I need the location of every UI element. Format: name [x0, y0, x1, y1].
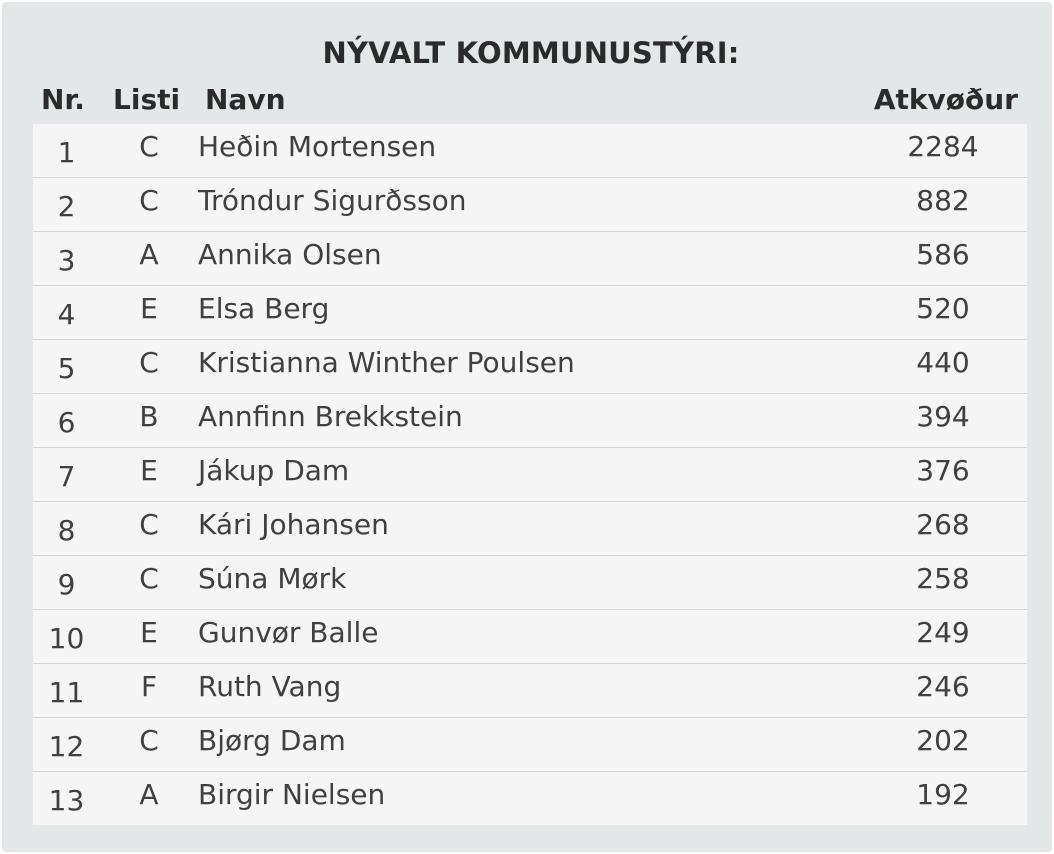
- results-panel: [2, 2, 1052, 852]
- results-table: [33, 124, 1027, 825]
- table-row: [33, 286, 1027, 340]
- cell-nr: 12: [48, 730, 85, 763]
- cell-listi: C: [139, 724, 159, 757]
- cell-navn: Jákup Dam: [198, 454, 350, 487]
- cell-listi: C: [139, 184, 159, 217]
- cell-navn: Gunvør Balle: [198, 616, 379, 649]
- table-row: [33, 394, 1027, 448]
- cell-atkvodur: 249: [916, 616, 970, 649]
- table-row: [33, 502, 1027, 556]
- cell-navn: Annika Olsen: [198, 238, 382, 271]
- table-row: [33, 664, 1027, 718]
- cell-listi: A: [139, 778, 159, 811]
- cell-atkvodur: 376: [916, 454, 970, 487]
- cell-nr: 5: [57, 352, 76, 385]
- cell-listi: C: [139, 130, 159, 163]
- cell-nr: 8: [57, 514, 76, 547]
- cell-nr: 10: [48, 622, 85, 655]
- cell-listi: E: [140, 616, 158, 649]
- cell-atkvodur: 520: [916, 292, 970, 325]
- cell-nr: 1: [57, 136, 76, 169]
- header-atkvodur: Atkvøður: [873, 83, 1018, 116]
- table-header: [2, 80, 1052, 120]
- header-nr: Nr.: [41, 83, 85, 116]
- cell-navn: Kári Johansen: [198, 508, 389, 541]
- cell-nr: 4: [57, 298, 76, 331]
- cell-nr: 11: [48, 676, 85, 709]
- cell-navn: Annfinn Brekkstein: [198, 400, 463, 433]
- cell-nr: 7: [57, 460, 76, 493]
- cell-listi: E: [140, 292, 158, 325]
- cell-atkvodur: 2284: [907, 130, 979, 163]
- cell-atkvodur: 586: [916, 238, 970, 271]
- cell-listi: A: [139, 238, 159, 271]
- header-navn: Navn: [205, 83, 286, 116]
- cell-listi: B: [139, 400, 159, 433]
- cell-atkvodur: 192: [916, 778, 970, 811]
- table-row: [33, 610, 1027, 664]
- table-row: [33, 178, 1027, 232]
- cell-navn: Elsa Berg: [198, 292, 330, 325]
- cell-navn: Birgir Nielsen: [198, 778, 386, 811]
- cell-atkvodur: 246: [916, 670, 970, 703]
- cell-atkvodur: 268: [916, 508, 970, 541]
- cell-listi: C: [139, 508, 159, 541]
- cell-navn: Kristianna Winther Poulsen: [198, 346, 575, 379]
- cell-navn: Ruth Vang: [198, 670, 342, 703]
- table-row: [33, 124, 1027, 178]
- cell-navn: Heðin Mortensen: [198, 130, 437, 163]
- table-row: [33, 448, 1027, 502]
- cell-atkvodur: 440: [916, 346, 970, 379]
- cell-nr: 6: [57, 406, 76, 439]
- cell-nr: 13: [48, 784, 85, 817]
- cell-nr: 9: [57, 568, 76, 601]
- cell-atkvodur: 394: [916, 400, 970, 433]
- page-title: NÝVALT KOMMUNUSTÝRI:: [322, 36, 740, 70]
- table-row: [33, 556, 1027, 610]
- cell-atkvodur: 882: [916, 184, 970, 217]
- table-row: [33, 340, 1027, 394]
- cell-navn: Súna Mørk: [198, 562, 347, 595]
- cell-navn: Tróndur Sigurðsson: [198, 184, 467, 217]
- cell-nr: 2: [57, 190, 76, 223]
- cell-listi: C: [139, 346, 159, 379]
- header-listi: Listi: [113, 83, 181, 116]
- table-row: [33, 772, 1027, 825]
- cell-listi: E: [140, 454, 158, 487]
- cell-listi: F: [140, 670, 158, 703]
- cell-atkvodur: 202: [916, 724, 970, 757]
- table-row: [33, 718, 1027, 772]
- cell-atkvodur: 258: [916, 562, 970, 595]
- table-row: [33, 232, 1027, 286]
- cell-navn: Bjørg Dam: [198, 724, 346, 757]
- cell-nr: 3: [57, 244, 76, 277]
- cell-listi: C: [139, 562, 159, 595]
